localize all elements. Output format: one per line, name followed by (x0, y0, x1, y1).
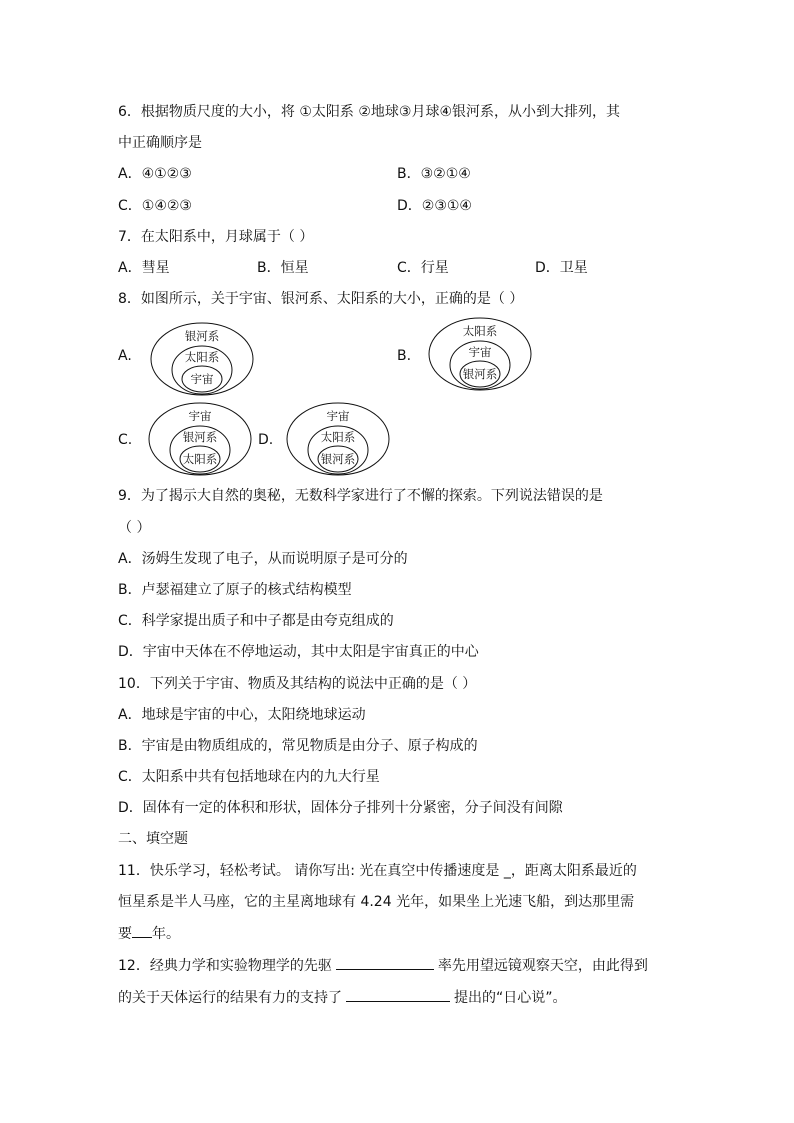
q10-stem: 10．下列关于宇宙、物质及其结构的说法中正确的是（ ） (118, 676, 477, 692)
q7-stem: 7．在太阳系中，月球属于（ ） (118, 229, 314, 245)
q7-option-c: C．行星 (397, 260, 449, 276)
q7-option-d: D．卫星 (535, 260, 588, 276)
q8-diagram-b (428, 317, 532, 391)
q6-option-d: D．②③①④ (397, 198, 472, 214)
q11-answer-blank[interactable] (132, 923, 152, 938)
middle-label: 宇宙 (468, 345, 492, 359)
q12-answer-blank-2[interactable] (346, 987, 450, 1002)
q10-option-a: A．地球是宇宙的中心，太阳绕地球运动 (118, 707, 366, 723)
q8-option-d-label: D. (258, 432, 274, 448)
q7-option-b: B．恒星 (257, 260, 309, 276)
inner-label: 太阳系 (182, 452, 218, 466)
q9-option-d: D．宇宙中天体在不停地运动，其中太阳是宇宙真正的中心 (118, 644, 479, 660)
q11-stem-line3 (118, 923, 180, 944)
q8-stem: 8．如图所示，关于宇宙、银河系、太阳系的大小，正确的是（ ） (118, 291, 524, 307)
q10-option-c: C．太阳系中共有包括地球在内的九大行星 (118, 769, 380, 785)
q9-option-a: A．汤姆生发现了电子，从而说明原子是可分的 (118, 551, 408, 567)
section-heading-fill-in: 二、填空题 (118, 831, 188, 847)
outer-label: 宇宙 (188, 409, 212, 423)
q11-stem-line1: 11．快乐学习，轻松考试。 请你写出: 光在真空中传播速度是 _，距离太阳系最近的 (118, 863, 637, 879)
q8-option-c-label: C. (118, 432, 133, 448)
q11-stem-line2: 恒星系是半人马座，它的主星离地球有 4.24 光年，如果坐上光速飞船，到达那里需 (118, 894, 635, 910)
q12-answer-blank-1[interactable] (336, 955, 434, 970)
q12-stem-line1 (118, 955, 648, 976)
q9-stem-line1: 9．为了揭示大自然的奥秘，无数科学家进行了不懈的探索。下列说法错误的是 (118, 488, 603, 504)
inner-label: 银河系 (320, 452, 356, 466)
q12-stem-line2 (118, 987, 567, 1008)
q10-option-b: B．宇宙是由物质组成的，常见物质是由分子、原子构成的 (118, 738, 478, 754)
q8-diagram-d (286, 402, 390, 476)
q12-line1-prefix: 12．经典力学和实验物理学的先驱 (118, 958, 332, 974)
outer-label: 宇宙 (326, 409, 350, 423)
inner-label: 宇宙 (190, 372, 214, 386)
q9-option-b: B．卢瑟福建立了原子的核式结构模型 (118, 582, 352, 598)
q8-diagram-a (150, 322, 254, 396)
inner-label: 银河系 (462, 367, 498, 381)
middle-label: 太阳系 (320, 430, 356, 444)
q6-stem-line2: 中正确顺序是 (118, 135, 202, 151)
q9-option-c: C．科学家提出质子和中子都是由夸克组成的 (118, 613, 394, 629)
q12-line2-suffix: 提出的“日心说”。 (454, 990, 567, 1006)
q6-stem-line1: 6．根据物质尺度的大小，将 ①太阳系 ②地球③月球④银河系，从小到大排列，其 (118, 104, 621, 120)
q8-option-b-label: B. (397, 348, 412, 364)
outer-label: 银河系 (184, 329, 220, 343)
q7-option-a: A．彗星 (118, 260, 170, 276)
q10-option-d: D．固体有一定的体积和形状，固体分子排列十分紧密，分子间没有间隙 (118, 800, 563, 816)
q6-option-b: B．③②①④ (397, 166, 471, 182)
q6-option-c: C．①④②③ (118, 198, 192, 214)
q6-option-a: A．④①②③ (118, 166, 192, 182)
outer-label: 太阳系 (462, 324, 498, 338)
q8-option-a-label: A. (118, 348, 132, 364)
q12-line1-suffix: 率先用望远镜观察天空，由此得到 (437, 958, 648, 974)
q11-line3-suffix: 年。 (152, 926, 180, 942)
q11-line3-prefix: 要 (118, 926, 132, 942)
q9-stem-line2: （ ） (118, 520, 151, 536)
middle-label: 太阳系 (184, 350, 220, 364)
q12-line2-prefix: 的关于天体运行的结果有力的支持了 (118, 990, 342, 1006)
middle-label: 银河系 (182, 430, 218, 444)
q8-diagram-c (148, 402, 252, 476)
